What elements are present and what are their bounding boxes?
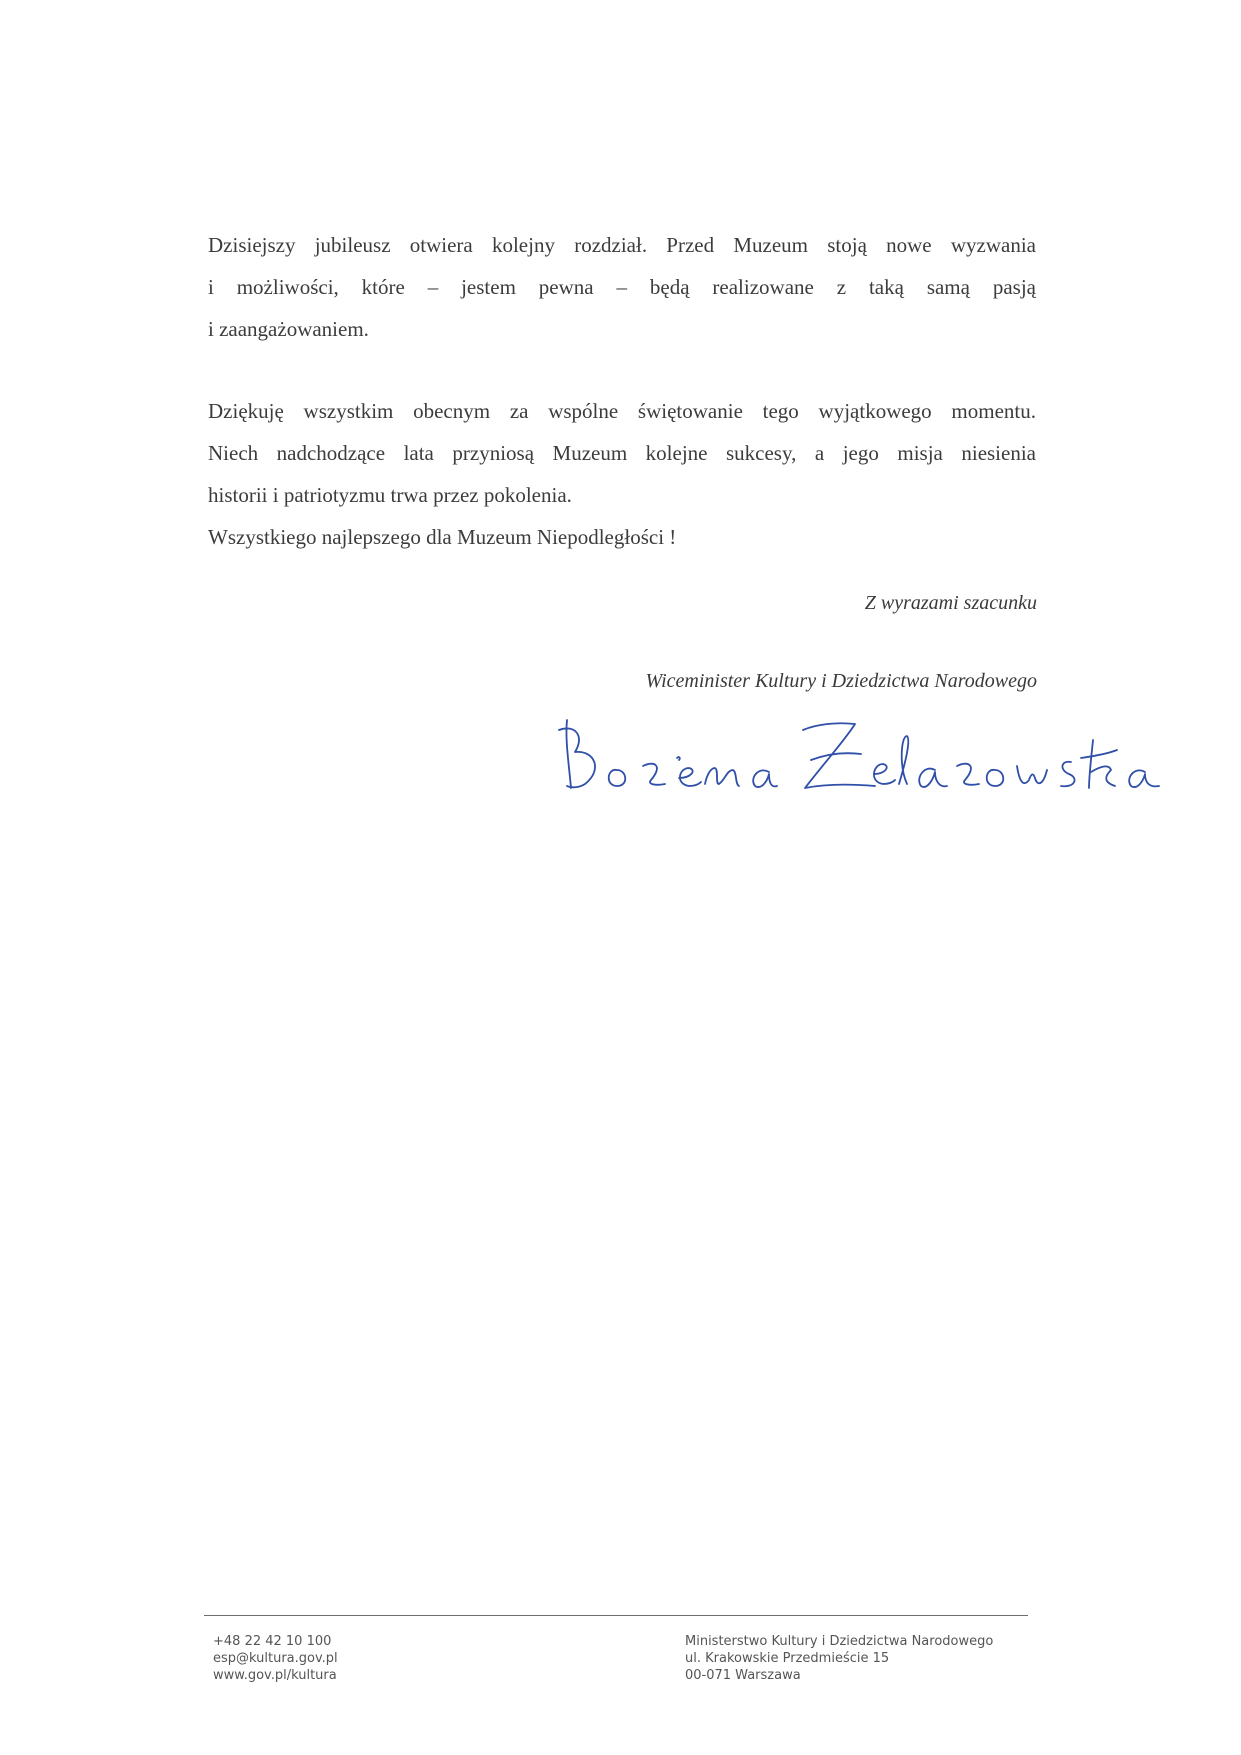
paragraph-1-line-3: i zaangażowaniem. bbox=[208, 317, 369, 341]
closing-salutation: Z wyrazami szacunku bbox=[864, 592, 1037, 614]
paragraph-1-line-1: Dzisiejszy jubileusz otwiera kolejny rozdział. Przed Muzeum stoją nowe wyzwania bbox=[208, 233, 1036, 257]
handwritten-signature bbox=[555, 700, 1165, 810]
footer-email: esp@kultura.gov.pl bbox=[213, 1651, 338, 1666]
footer-phone: +48 22 42 10 100 bbox=[213, 1634, 332, 1649]
footer-city: 00-071 Warszawa bbox=[685, 1668, 801, 1683]
paragraph-2-line-3: historii i patriotyzmu trwa przez pokolenia. bbox=[208, 483, 572, 507]
paragraph-2-line-1: Dziękuję wszystkim obecnym za wspólne świętowanie tego wyjątkowego momentu. bbox=[208, 399, 1036, 423]
footer-contact bbox=[213, 1633, 338, 1684]
footer-ministry-name: Ministerstwo Kultury i Dziedzictwa Narodowego bbox=[685, 1634, 994, 1649]
footer-street: ul. Krakowskie Przedmieście 15 bbox=[685, 1651, 890, 1666]
paragraph-2-line-2: Niech nadchodzące lata przyniosą Muzeum kolejne sukcesy, a jego misja niesienia bbox=[208, 441, 1036, 465]
footer-divider bbox=[204, 1615, 1028, 1616]
footer-website: www.gov.pl/kultura bbox=[213, 1668, 337, 1683]
paragraph-1 bbox=[208, 224, 1036, 350]
footer-address bbox=[685, 1633, 993, 1684]
paragraph-2 bbox=[208, 390, 1036, 558]
paragraph-2-line-4: Wszystkiego najlepszego dla Muzeum Niepodległości ! bbox=[208, 525, 677, 549]
paragraph-1-line-2: i możliwości, które – jestem pewna – będą realizowane z taką samą pasją bbox=[208, 275, 1036, 299]
signatory-title: Wiceminister Kultury i Dziedzictwa Narodowego bbox=[645, 670, 1037, 692]
